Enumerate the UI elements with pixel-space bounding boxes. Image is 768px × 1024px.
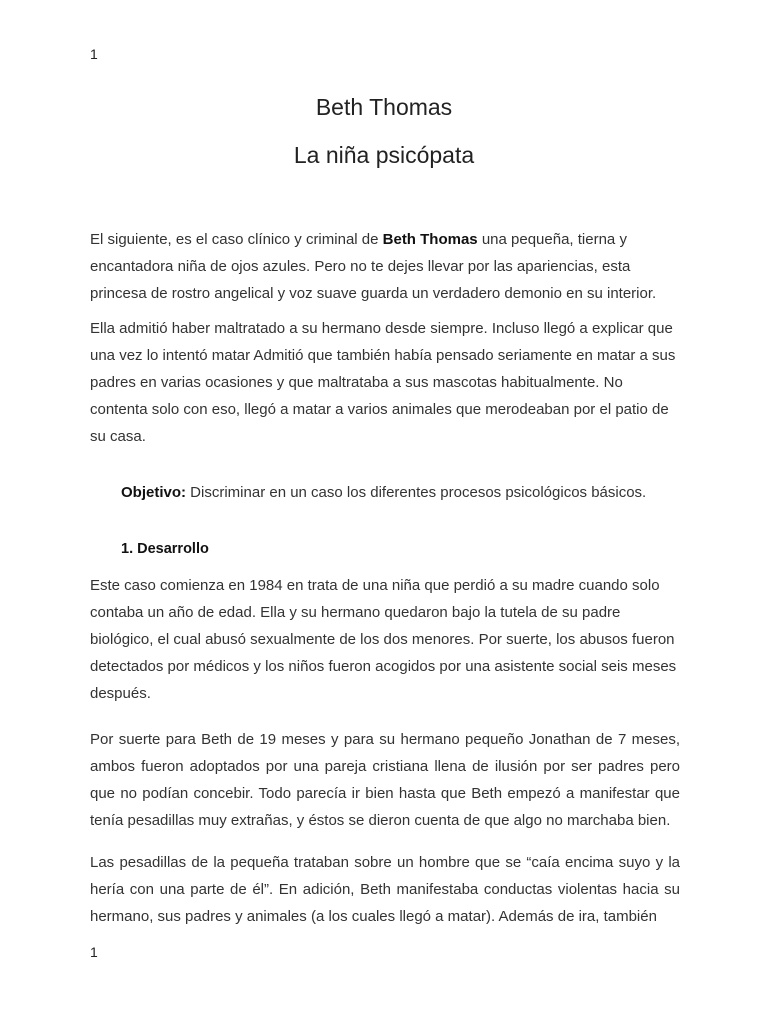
admission-paragraph: Ella admitió haber maltratado a su hermano desde siempre. Incluso llegó a explicar que una vez lo intentó matar Admitió que también había pensado seriamente en matar a sus padres en varias ocasiones y que maltrataba a sus mascotas habitualmente. No contenta solo con eso, llegó a matar a varios animales que merodeaban por el patio de su casa. [90, 320, 676, 445]
case-paragraph: Este caso comienza en 1984 en trata de una niña que perdió a su madre cuando solo contaba un año de edad. Ella y su hermano quedaron bajo la tutela de su padre biológico, el cual abusó sexualmente de los dos menores. Por suerte, los abusos fueron detectados por médicos y los niños fueron acogidos por una asistente social seis meses después. [90, 577, 677, 702]
nightmares-paragraph: Las pesadillas de la pequeña trataban sobre un hombre que se “caía encima suyo y la hería con una parte de él”. En adición, Beth manifestaba conductas violentas hacia su hermano, sus padres y animales (a los cuales llegó a matar). Además de ira, también [90, 854, 680, 925]
title-block [0, 92, 768, 170]
intro-bold-name: Beth Thomas [382, 231, 478, 248]
intro-text-end: una pequeña, tierna y encantadora niña de ojos azules. Pero no te dejes llevar por las apariencias, esta princesa de rostro angelical y voz suave guarda un verdadero demonio en su interior. [90, 231, 657, 302]
intro-paragraph [90, 226, 680, 307]
objective-label: Objetivo: [121, 484, 187, 501]
document-subtitle: La niña psicópata [293, 142, 475, 168]
section-heading-desarrollo: 1. Desarrollo [121, 541, 209, 557]
adoption-paragraph: Por suerte para Beth de 19 meses y para su hermano pequeño Jonathan de 7 meses, ambos fueron adoptados por una pareja cristiana llena de ilusión por ser padres pero que no podían concebir. Todo parecía ir bien hasta que Beth empezó a manifestar que tenía pesadillas muy extrañas, y éstos se dieron cuenta de que algo no marchaba bien. [90, 731, 680, 829]
footer-page-number: 1 [90, 944, 98, 960]
intro-text-start: El siguiente, es el caso clínico y criminal de [90, 231, 383, 248]
objective-paragraph [121, 479, 681, 506]
document-title: Beth Thomas [315, 94, 453, 120]
header-page-number: 1 [90, 46, 98, 62]
objective-text: Discriminar en un caso los diferentes procesos psicológicos básicos. [186, 484, 647, 501]
